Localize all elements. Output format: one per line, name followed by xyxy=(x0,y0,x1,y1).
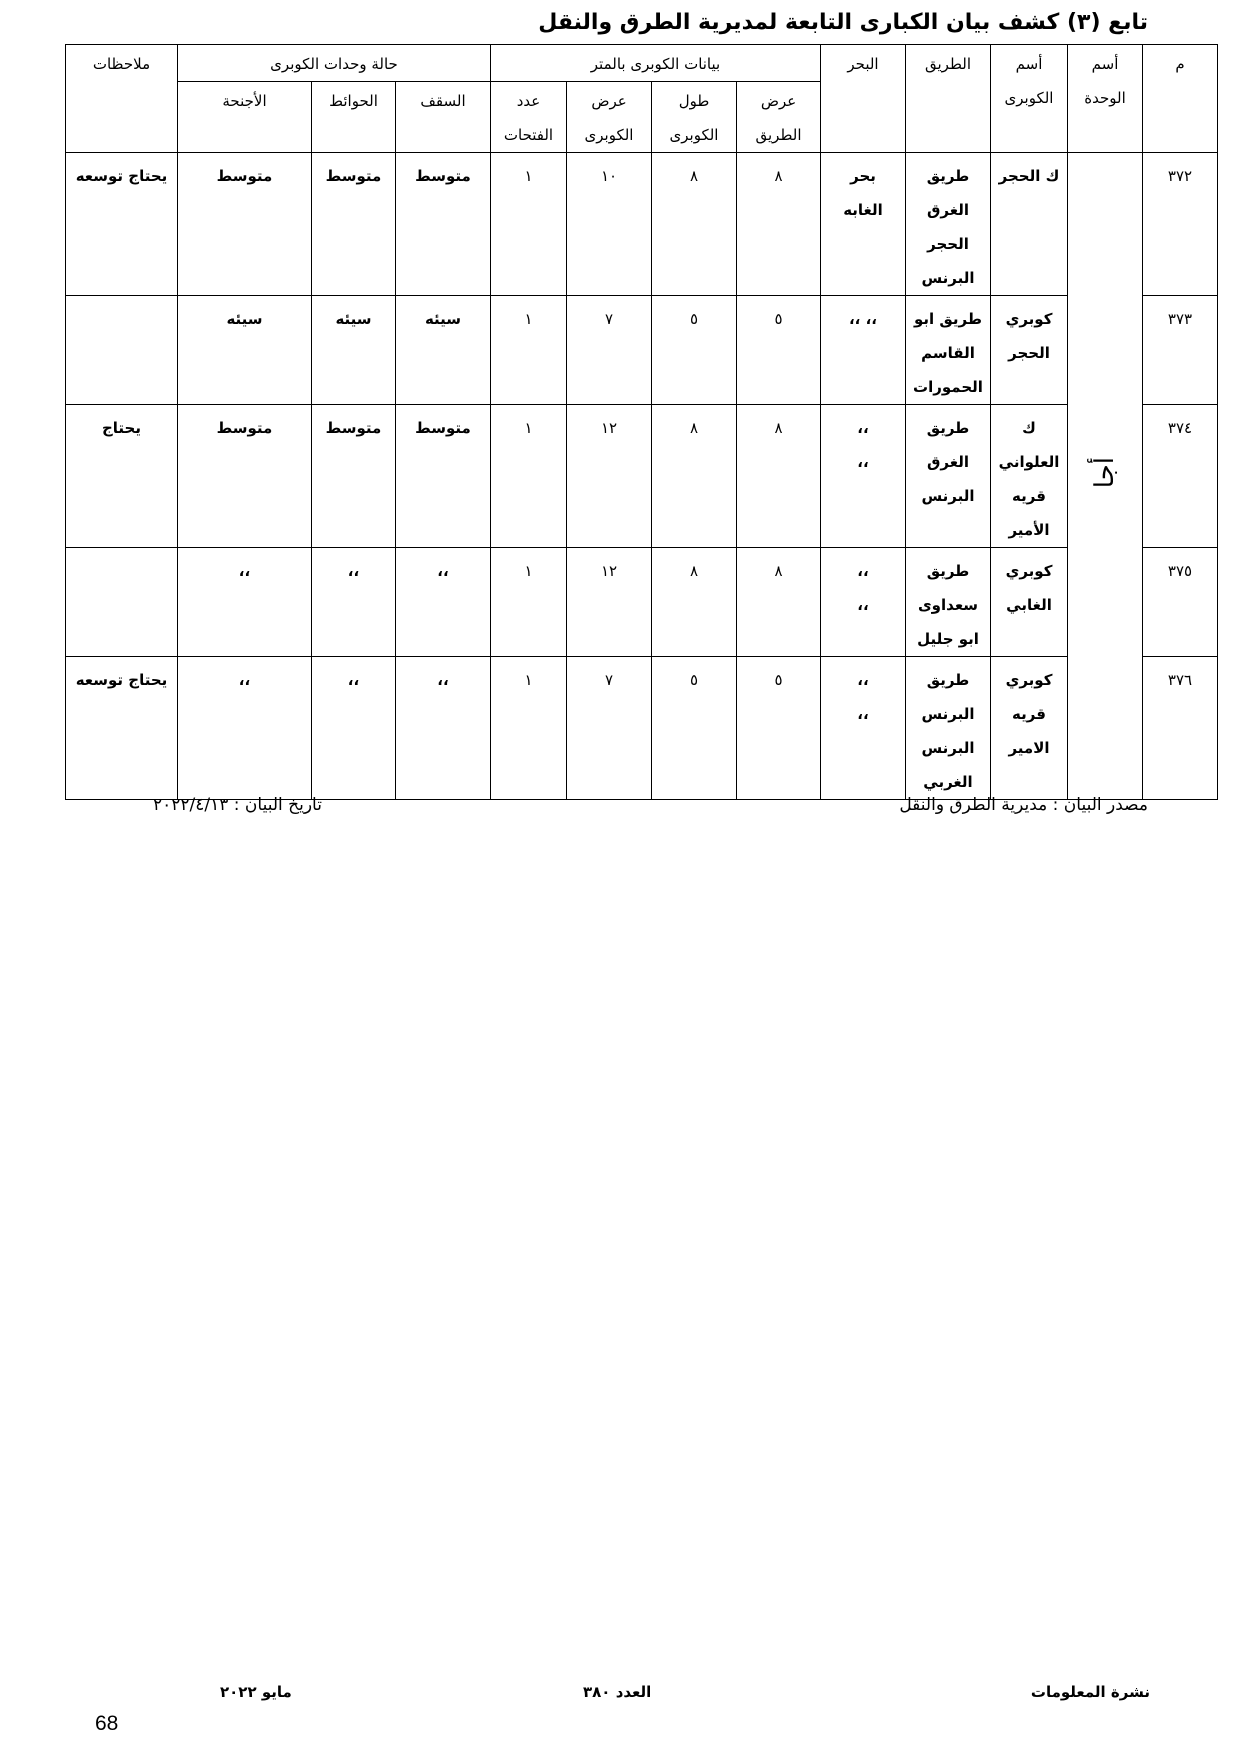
cell-sea: ،، ،، xyxy=(821,405,906,548)
header-group-data: بيانات الكوبرى بالمتر xyxy=(491,45,821,82)
table-row xyxy=(66,153,1218,296)
table-row xyxy=(66,657,1218,800)
cell-sea: ،، ،، xyxy=(821,657,906,800)
header-roof: السقف xyxy=(396,82,491,153)
data-source: مصدر البيان : مديرية الطرق والنقل xyxy=(899,795,1148,815)
cell-sea: ،، ،، xyxy=(821,296,906,405)
cell-bridge-width: ٧ xyxy=(567,296,652,405)
issue-month: مايو ٢٠٢٢ xyxy=(220,1683,292,1701)
cell-openings: ١ xyxy=(491,296,567,405)
cell-walls: متوسط xyxy=(312,405,396,548)
cell-wings: ،، xyxy=(178,657,312,800)
cell-bridge-width: ١٠ xyxy=(567,153,652,296)
cell-roof: متوسط xyxy=(396,153,491,296)
cell-openings: ١ xyxy=(491,548,567,657)
cell-no: ٣٧٢ xyxy=(1143,153,1218,296)
cell-roof: سيئه xyxy=(396,296,491,405)
cell-walls: متوسط xyxy=(312,153,396,296)
cell-wings: ،، xyxy=(178,548,312,657)
cell-notes: يحتاج xyxy=(66,405,178,548)
cell-no: ٣٧٤ xyxy=(1143,405,1218,548)
table-row xyxy=(66,405,1218,548)
cell-bridge-width: ١٢ xyxy=(567,548,652,657)
cell-bridge: ك الحجر xyxy=(991,153,1068,296)
cell-bridge-length: ٥ xyxy=(652,296,737,405)
cell-bridge: كوبري الحجر xyxy=(991,296,1068,405)
header-walls: الحوائط xyxy=(312,82,396,153)
cell-notes xyxy=(66,548,178,657)
header-group-condition: حالة وحدات الكوبرى xyxy=(178,45,491,82)
cell-roof: ،، xyxy=(396,657,491,800)
bridges-table xyxy=(65,44,1218,800)
cell-bridge-width: ٧ xyxy=(567,657,652,800)
header-row-1 xyxy=(66,45,1218,82)
cell-bridge-width: ١٢ xyxy=(567,405,652,548)
cell-road-width: ٨ xyxy=(737,548,821,657)
cell-bridge-length: ٨ xyxy=(652,405,737,548)
header-road: الطريق xyxy=(906,45,991,153)
cell-bridge-length: ٥ xyxy=(652,657,737,800)
cell-openings: ١ xyxy=(491,405,567,548)
cell-openings: ١ xyxy=(491,153,567,296)
page-title: تابع (٣) كشف بيان الكبارى التابعة لمديرية الطرق والنقل xyxy=(538,10,1148,35)
cell-notes: يحتاج توسعه xyxy=(66,153,178,296)
cell-road: طريق الغرق البرنس xyxy=(906,405,991,548)
cell-road-width: ٨ xyxy=(737,153,821,296)
data-date: تاريخ البيان : ٢٠٢٢/٤/١٣ xyxy=(153,795,322,815)
cell-wings: متوسط xyxy=(178,405,312,548)
table-row xyxy=(66,296,1218,405)
cell-no: ٣٧٣ xyxy=(1143,296,1218,405)
header-road-width: عرض الطريق xyxy=(737,82,821,153)
cell-wings: متوسط xyxy=(178,153,312,296)
cell-walls: ،، xyxy=(312,657,396,800)
cell-no: ٣٧٦ xyxy=(1143,657,1218,800)
header-unit: أسم الوحدة xyxy=(1068,45,1143,153)
header-sea: البحر xyxy=(821,45,906,153)
cell-roof: متوسط xyxy=(396,405,491,548)
cell-walls: ،، xyxy=(312,548,396,657)
cell-bridge: كوبري قريه الامير xyxy=(991,657,1068,800)
header-openings: عدد الفتحات xyxy=(491,82,567,153)
cell-wings: سيئه xyxy=(178,296,312,405)
cell-road: طريق الغرق الحجر البرنس xyxy=(906,153,991,296)
cell-bridge: ك العلواني قريه الأمير xyxy=(991,405,1068,548)
cell-road: طريق ابو القاسم الحمورات xyxy=(906,296,991,405)
cell-notes: يحتاج توسعه xyxy=(66,657,178,800)
header-notes: ملاحظات xyxy=(66,45,178,153)
table-row xyxy=(66,548,1218,657)
cell-road-width: ٥ xyxy=(737,657,821,800)
header-bridge-width: عرض الكوبرى xyxy=(567,82,652,153)
cell-road-width: ٨ xyxy=(737,405,821,548)
page-number: 68 xyxy=(95,1712,119,1735)
bulletin-name: نشرة المعلومات xyxy=(1030,1683,1150,1701)
cell-road: طريق البرنس البرنس الغربي xyxy=(906,657,991,800)
header-wings: الأجنحة xyxy=(178,82,312,153)
cell-sea: ،، ،، xyxy=(821,548,906,657)
header-bridge-length: طول الكوبرى xyxy=(652,82,737,153)
issue-number: العدد ٣٨٠ xyxy=(583,1683,652,1701)
cell-no: ٣٧٥ xyxy=(1143,548,1218,657)
unit-name: أجا xyxy=(1090,457,1120,489)
cell-bridge-length: ٨ xyxy=(652,153,737,296)
cell-road-width: ٥ xyxy=(737,296,821,405)
cell-bridge: كوبري الغابي xyxy=(991,548,1068,657)
cell-sea: بحر الغابه xyxy=(821,153,906,296)
cell-roof: ،، xyxy=(396,548,491,657)
cell-openings: ١ xyxy=(491,657,567,800)
cell-walls: سيئه xyxy=(312,296,396,405)
cell-notes xyxy=(66,296,178,405)
cell-unit xyxy=(1068,153,1143,800)
cell-bridge-length: ٨ xyxy=(652,548,737,657)
header-bridge: أسم الكوبرى xyxy=(991,45,1068,153)
cell-road: طريق سعداوى ابو جليل xyxy=(906,548,991,657)
header-no: م xyxy=(1143,45,1218,153)
